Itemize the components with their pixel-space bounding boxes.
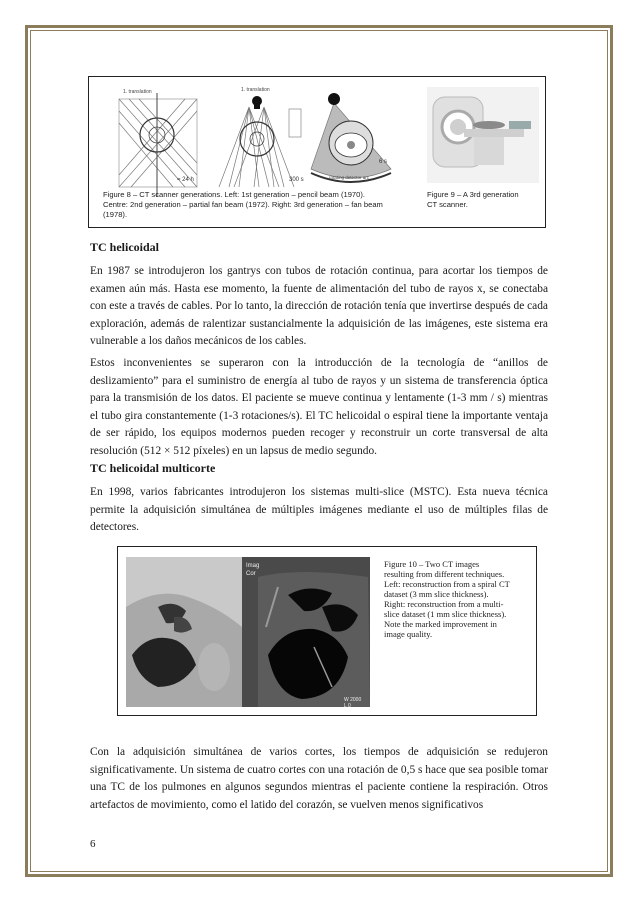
- paragraph-multicorte-2: Con la adquisición simultánea de varios cortes, los tiempos de adquisición se redujeron significativamente. Un sistema de cuatro cortes con una rotación de 0,5 s hace que sea posible tomar una TC de los pulmones en algunos segundos mientras el paciente contiene la respiración. Otros artefactos de movimiento, como el latido del corazón, se vuelven menos significativos: [90, 746, 549, 811]
- figure8-caption-line1: Figure 8 – CT scanner generations. Left: 1st generation – pencil beam (1970).: [103, 190, 365, 199]
- page-number: 6: [90, 838, 96, 850]
- figure-ct-generations: [88, 76, 546, 228]
- figure10-caption-line: dataset (3 mm slice thickness).: [384, 589, 489, 599]
- heading-tc-helicoidal: TC helicoidal: [90, 240, 160, 254]
- ct-overlay-bottom-2: L 0: [344, 703, 351, 709]
- figure10-caption-line: Note the marked improvement in: [384, 619, 497, 629]
- ct-generations-diagram: [89, 77, 545, 227]
- figure9-caption-line1: Figure 9 – A 3rd generation: [427, 190, 519, 199]
- figure10-caption-line: slice dataset (1 mm slice thickness).: [384, 609, 507, 619]
- figure8-caption-line3: (1978).: [103, 210, 128, 219]
- ct-overlay-top: Imag: [246, 563, 260, 569]
- ct-overlay-bottom: W 2000: [344, 697, 362, 703]
- first-gen-label: 1. translation: [123, 89, 152, 95]
- ct-image-spiral: [126, 557, 242, 707]
- figure8-caption-line2: Centre: 2nd generation – partial fan beam (1972). Right: 3rd generation – fan beam: [103, 200, 383, 209]
- rotating-detector-label: rotating detector arc: [329, 175, 370, 180]
- xray-source-body: [254, 103, 260, 109]
- figure10-caption-line: Figure 10 – Two CT images: [384, 559, 480, 569]
- ct-scanner-photo: [427, 87, 539, 183]
- paragraph-helicoidal-1: En 1987 se introdujeron los gantrys con tubos de rotación continua, para acortar los tiempos de examen aún más. Hasta ese momento, la fuente de alimentación del tubo de rayos x, se conectaba con este a través de cables. Por lo tanto, la dirección de rotación tenía que invertirse después de cada exploración, además de ralentizar sustancialmente la adquisición de las imágenes, este sistema era vulnerable a los daños mecánicos de los cables.: [90, 265, 548, 348]
- figure9-caption-line2: CT scanner.: [427, 200, 468, 209]
- third-gen-time: 6 s: [379, 159, 388, 165]
- figure10-caption-line: Right: reconstruction from a multi-: [384, 599, 504, 609]
- figure-ct-comparison: [117, 546, 537, 716]
- ct-overlay-top-2: Cor: [246, 571, 256, 577]
- paragraph-helicoidal-2: Estos inconvenientes se superaron con la introducción de la tecnología de “anillos de deslizamiento” para el suministro de energía al tubo de rayos y un sistema de transferencia óptica para la transmisión de los datos. El paciente se mueve continua y lentamente (1-3 mm / s) mientras el tubo gira constantemente (1-3 rotaciones/s). El TC helicoidal o espiral tiene la importante ventaja de ser rápido, los equipos modernos pueden recoger y reconstruir un corte transversal de alta resolución (512 × 512 píxeles) en un lapsus de medio segundo.: [90, 357, 548, 457]
- second-generation-diagram: [219, 107, 301, 187]
- first-gen-time: = 24 h: [177, 177, 194, 183]
- heading-tc-multicorte: TC helicoidal multicorte: [90, 461, 216, 475]
- figure10-caption: [384, 559, 534, 639]
- paragraph-multicorte-1: En 1998, varios fabricantes introdujeron los sistemas multi-slice (MSTC). Esta nueva técnica permite la adquisición simultánea de múltiples imágenes mediante el uso de múltiples filas de detectores.: [90, 486, 548, 534]
- figure10-caption-line: resulting from different techniques.: [384, 569, 505, 579]
- second-gen-time: 300 s: [289, 177, 304, 183]
- second-gen-label: 1. translation: [241, 87, 270, 93]
- figure10-caption-line: image quality.: [384, 629, 433, 639]
- figure10-caption-line: Left: reconstruction from a spiral CT: [384, 579, 510, 589]
- ct-image-multislice: [242, 557, 370, 707]
- third-gen-source-icon: [328, 93, 340, 105]
- third-generation-diagram: [311, 103, 391, 182]
